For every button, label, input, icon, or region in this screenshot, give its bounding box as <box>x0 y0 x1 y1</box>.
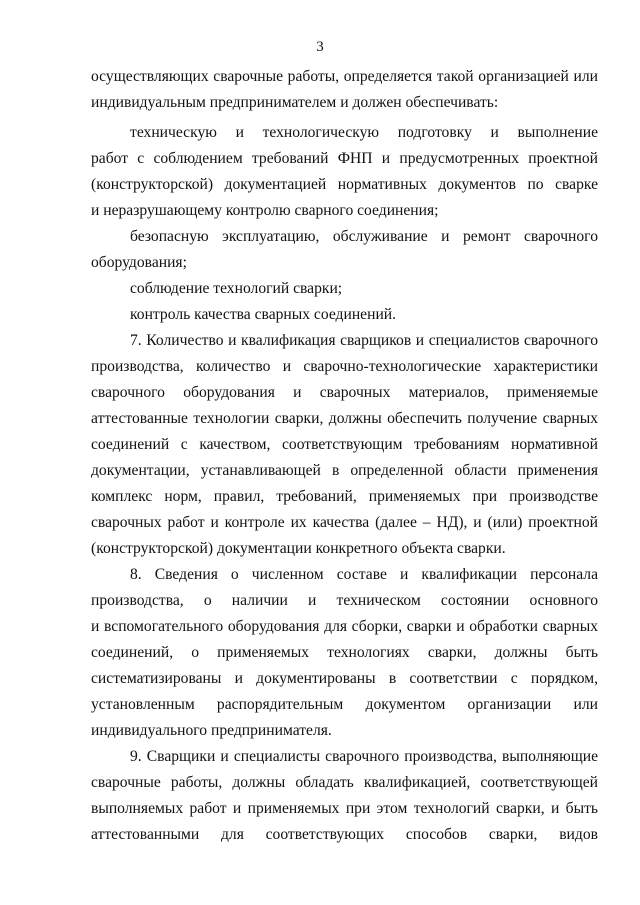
text-line: и вспомогательного оборудования для сборки, сварки и обработки сварных <box>91 618 598 635</box>
text-line: аттестованные технологии сварки, должны обеспечить получение сварных <box>91 410 598 427</box>
text-line: 9. Сварщики и специалисты сварочного производства, выполняющие <box>130 748 598 765</box>
text-line: соединений с качеством, соответствующим требованиям нормативной <box>91 436 598 453</box>
page-number: 3 <box>316 39 324 55</box>
text-line: сварочные работы, должны обладать квалификацией, соответствующей <box>91 774 598 791</box>
text-line: техническую и технологическую подготовку и выполнение <box>130 124 598 141</box>
text-line: оборудования; <box>91 254 187 271</box>
text-line: соблюдение технологий сварки; <box>130 280 343 297</box>
text-line: безопасную эксплуатацию, обслуживание и ремонт сварочного <box>130 228 598 245</box>
text-line: индивидуального предпринимателя. <box>91 722 332 739</box>
text-line: 7. Количество и квалификация сварщиков и специалистов сварочного <box>130 332 598 349</box>
text-line: установленным распорядительным документом организации или <box>91 696 598 713</box>
text-line: 8. Сведения о численном составе и квалификации персонала <box>130 566 598 583</box>
text-line: сварочного оборудования и сварочных материалов, применяемые <box>91 384 598 401</box>
text-line: аттестованными для соответствующих способов сварки, видов <box>91 826 598 843</box>
text-line: (конструкторской) документацией нормативных документов по сварке <box>91 176 598 193</box>
text-line: систематизированы и документированы в соответствии с порядком, <box>91 670 598 687</box>
text-line: контроль качества сварных соединений. <box>130 306 397 323</box>
text-line: выполняемых работ и применяемых при этом технологий сварки, и быть <box>91 800 598 817</box>
text-line: (конструкторской) документации конкретного объекта сварки. <box>91 540 506 557</box>
text-line: осуществляющих сварочные работы, определяется такой организацией или <box>91 68 598 85</box>
text-line: комплекс норм, правил, требований, применяемых при производстве <box>91 488 598 505</box>
text-line: индивидуальным предпринимателем и должен обеспечивать: <box>91 94 499 111</box>
text-line: производства, количество и сварочно-технологические характеристики <box>91 358 598 375</box>
text-line: соединений, о применяемых технологиях сварки, должны быть <box>91 644 598 661</box>
text-line: работ с соблюдением требований ФНП и предусмотренных проектной <box>91 150 598 167</box>
text-line: и неразрушающему контролю сварного соединения; <box>91 202 439 219</box>
text-line: производства, о наличии и техническом состоянии основного <box>91 592 598 609</box>
text-line: документации, устанавливающей в определенной области применения <box>91 462 598 479</box>
text-line: сварочных работ и контроле их качества (далее – НД), и (или) проектной <box>91 514 598 531</box>
